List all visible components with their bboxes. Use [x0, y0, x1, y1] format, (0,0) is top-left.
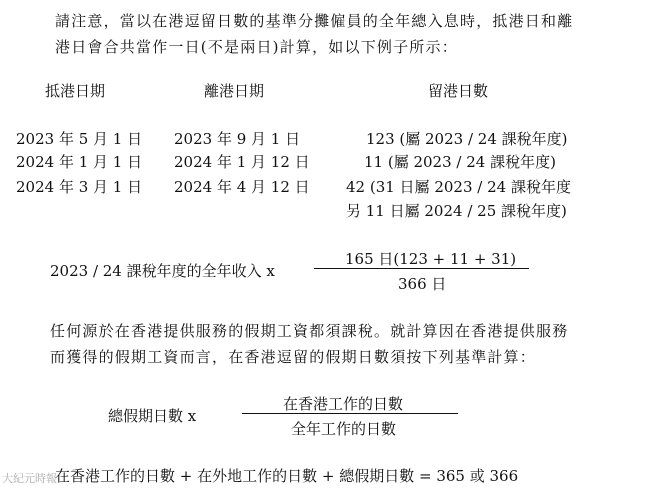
header-arrive: 抵港日期 — [45, 82, 106, 100]
header-days: 留港日數 — [428, 82, 489, 100]
row-1-arrive: 2023 年 5 月 1 日 — [16, 130, 143, 148]
row-3-days: 42 (31 日屬 2023 / 24 課稅年度 — [346, 178, 571, 196]
formula3-total-days: 在香港工作的日數 + 在外地工作的日數 + 總假期日數 = 365 或 366 — [55, 467, 519, 485]
formula1-left: 2023 / 24 課稅年度的全年收入 x — [50, 262, 275, 280]
row-2-depart: 2024 年 1 月 12 日 — [174, 153, 310, 171]
formula2-left: 總假期日數 x — [108, 407, 197, 425]
row-2-days: 11 (屬 2023 / 24 課稅年度) — [364, 153, 556, 171]
formula1-numerator: 165 日(123 + 11 + 31) — [345, 250, 517, 268]
formula2-numerator: 在香港工作的日數 — [283, 395, 404, 413]
row-2-arrive: 2024 年 1 月 1 日 — [16, 153, 143, 171]
para2-line-1: 任何源於在香港提供服務的假期工資都須課稅。就計算因在香港提供服務 — [50, 322, 569, 340]
row-1-days: 123 (屬 2023 / 24 課稅年度) — [366, 130, 568, 148]
row-3-days-continued: 另 11 日屬 2024 / 25 課稅年度) — [346, 202, 567, 220]
formula1-denominator: 366 日 — [398, 275, 447, 293]
watermark-logo: 大紀元時報 — [2, 472, 57, 485]
intro-line-1: 請注意，當以在港逗留日數的基準分攤僱員的全年總入息時，抵港日和離 — [55, 12, 574, 30]
para2-line-2: 而獲得的假期工資而言，在香港逗留的假期日數須按下列基準計算： — [50, 348, 537, 366]
row-1-depart: 2023 年 9 月 1 日 — [174, 130, 301, 148]
formula1-fraction-bar — [314, 268, 529, 269]
header-depart: 離港日期 — [204, 82, 265, 100]
row-3-arrive: 2024 年 3 月 1 日 — [16, 178, 143, 196]
row-3-depart: 2024 年 4 月 12 日 — [174, 178, 310, 196]
intro-line-2: 港日會合共當作一日(不是兩日)計算，如以下例子所示： — [55, 38, 458, 56]
formula2-denominator: 全年工作的日數 — [291, 420, 397, 438]
formula2-fraction-bar — [242, 413, 458, 414]
